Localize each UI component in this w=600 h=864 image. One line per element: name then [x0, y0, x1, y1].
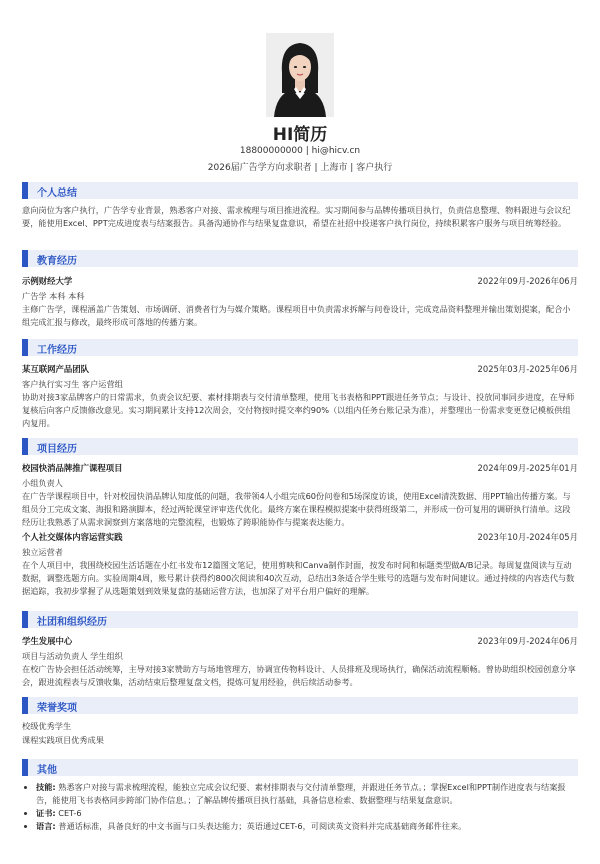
campus-date: 2023年09月-2024年06月 — [477, 636, 578, 646]
section-header — [22, 611, 578, 628]
resume-name: HI简历 — [272, 125, 328, 145]
item-label: 技能: — [36, 782, 56, 792]
other-list — [22, 781, 578, 833]
section-accent — [22, 250, 28, 267]
contact-line: 18800000000 | hi@hicv.cn — [239, 146, 361, 156]
project-row — [22, 462, 578, 476]
section-title: 教育经历 — [37, 256, 77, 267]
section-header — [22, 438, 578, 455]
section-header — [22, 250, 578, 267]
section-accent — [22, 438, 28, 455]
work-row — [22, 363, 578, 377]
list-item — [36, 781, 578, 807]
education-row — [22, 275, 578, 289]
list-item — [36, 820, 578, 833]
item-text: 普通话标准，具备良好的中文书面与口头表达能力；英语通过CET-6，可阅读英文资料并完成基础商务邮件往来。 — [55, 821, 467, 831]
school-name: 示例财经大学 — [22, 276, 73, 286]
section-title: 工作经历 — [37, 345, 77, 356]
project-desc: 在个人项目中，我围绕校园生活话题在小红书发布12篇图文笔记，使用剪映和Canva制作封面，按发布时间和标题类型做A/B记录。每周复盘阅读与互动数据，调整选题方向。实验周期4周，账号累计获得约800次阅读和40次互动，总结出3条适合学生账号的选题与发布时间建议。通过持续的内容迭代与数据追踪，我初步掌握了从选题策划到效果复盘的基础运营方法，也加深了对平台用户偏好的理解。 — [22, 560, 575, 596]
section-other — [22, 759, 578, 833]
project-row — [22, 531, 578, 545]
section-header — [22, 759, 578, 776]
section-awards — [22, 697, 578, 747]
project-name: 校园快消品牌推广课程项目 — [22, 463, 123, 473]
project-name: 个人社交媒体内容运营实践 — [22, 532, 123, 542]
section-summary — [22, 182, 578, 230]
section-title: 个人总结 — [37, 188, 77, 199]
section-header — [22, 339, 578, 356]
summary-text: 意向岗位为客户执行，广告学专业背景，熟悉客户对接、需求梳理与项目推进流程。实习期间参与品牌传播项目执行，负责信息整理、物料跟进与会议纪要，能使用Excel、PPT完成进度表与结案报告。具备沟通协作与结果复盘意识，希望在社招中投递客户执行岗位，持续积累客户服务与项目统筹经验。 — [22, 205, 571, 228]
campus-desc: 在校广告协会担任活动统筹，主导对接3家赞助方与场地管理方，协调宣传物料设计、人员排班及现场执行，确保活动流程顺畅。曾协助组织校园创意分享会，跟进流程表与反馈收集，活动结束后整理复盘文档，提炼可复用经验，供后续活动参考。 — [22, 664, 576, 687]
campus-role: 项目与活动负责人 学生组织 — [22, 651, 123, 661]
project-date: 2024年09月-2025年01月 — [477, 463, 578, 473]
project-desc: 在广告学课程项目中，针对校园快消品牌认知度低的问题，我带领4人小组完成60份问卷和5场深度访谈，使用Excel清洗数据、用PPT输出传播方案。与组员分工完成文案、海报和路演脚本，经过两轮课堂评审迭代优化。最终方案在课程模拟提案中获得班级第二，并形成一份可复用的调研执行清单。这段经历让我熟悉了从需求洞察到方案落地的完整流程，也锻炼了跨职能协作与提案表达能力。 — [22, 491, 571, 527]
item-text: CET-6 — [55, 808, 82, 818]
list-item — [36, 807, 578, 820]
section-accent — [22, 182, 28, 199]
section-header — [22, 182, 578, 199]
section-work — [22, 339, 578, 430]
project-date: 2023年10月-2024年05月 — [477, 532, 578, 542]
work-role: 客户执行实习生 客户运营组 — [22, 379, 123, 389]
section-accent — [22, 697, 28, 714]
section-education — [22, 250, 578, 329]
company-name: 某互联网产品团队 — [22, 364, 89, 374]
section-accent — [22, 611, 28, 628]
section-title: 其他 — [37, 765, 57, 776]
work-date: 2025年03月-2025年06月 — [477, 364, 578, 374]
portrait-image — [266, 33, 334, 117]
job-intent-line: 2026届广告学方向求职者 | 上海市 | 客户执行 — [207, 163, 393, 173]
section-title: 荣誉奖项 — [37, 703, 77, 714]
section-title: 项目经历 — [37, 444, 77, 455]
avatar — [266, 33, 334, 117]
section-accent — [22, 759, 28, 776]
section-header — [22, 697, 578, 714]
education-date: 2022年09月-2026年06月 — [477, 276, 578, 286]
section-campus — [22, 611, 578, 689]
item-label: 语言: — [36, 821, 56, 831]
section-projects — [22, 438, 578, 598]
award-item: 课程实践项目优秀成果 — [22, 735, 104, 745]
section-title: 社团和组织经历 — [37, 617, 107, 628]
education-desc: 主修广告学，课程涵盖广告策划、市场调研、消费者行为与媒介策略。课程项目中负责需求拆解与问卷设计，完成竞品资料整理并输出策划提案，配合小组完成汇报与修改，最终形成可落地的传播方案。 — [22, 304, 571, 327]
item-text: 熟悉客户对接与需求梳理流程，能独立完成会议纪要、素材排期表与交付清单整理，并跟进任务节点。；掌握Excel和PPT制作进度表与结案报告，能使用飞书表格同步跨部门协作信息。；了解品牌传播项目执行基础，具备信息检索、数据整理与结果复盘意识。 — [36, 782, 566, 805]
campus-row — [22, 635, 578, 649]
project-role: 独立运营者 — [22, 547, 63, 557]
item-label: 证书: — [36, 808, 56, 818]
degree: 广告学 本科 本科 — [22, 291, 85, 301]
work-desc: 协助对接3家品牌客户的日常需求，负责会议纪要、素材排期表与交付清单整理，使用飞书表格和PPT跟进任务节点；与设计、投放同事同步进度，在导师复核后向客户反馈修改意见。实习期间累计支持12次周会，交付物按时提交率约90%（以组内任务台账记录为准），并整理出一份需求变更登记模板供组内复用。 — [22, 392, 575, 428]
section-accent — [22, 339, 28, 356]
project-role: 小组负责人 — [22, 478, 63, 488]
award-item: 校级优秀学生 — [22, 721, 72, 731]
org-name: 学生发展中心 — [22, 636, 73, 646]
